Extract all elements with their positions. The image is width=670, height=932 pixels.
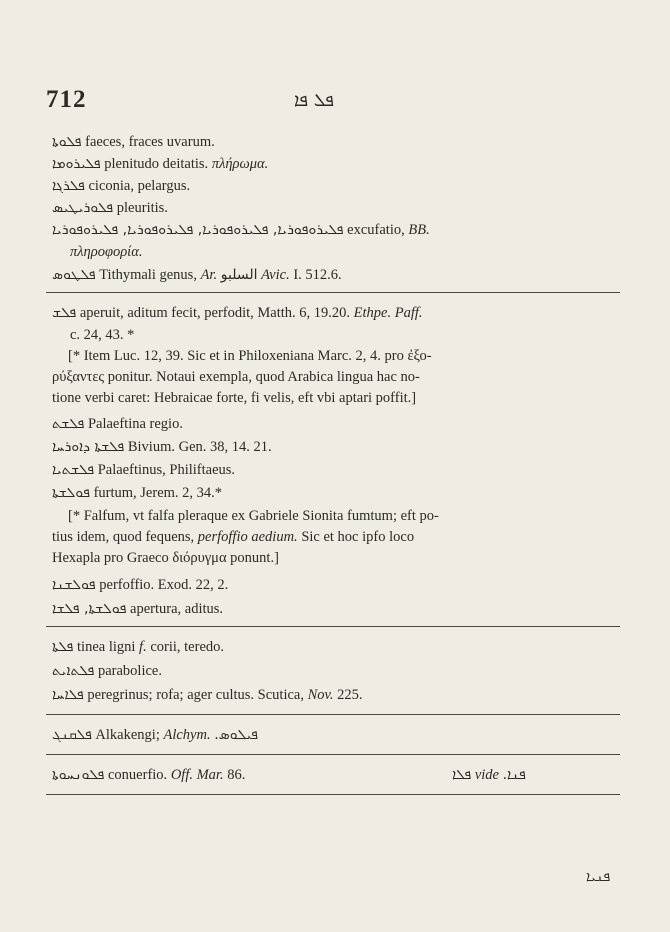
note-line: Hexapla pro Graeco διόρυγμα ponunt.]: [52, 550, 279, 566]
source-abbrev: BB.: [408, 222, 430, 238]
source-abbrev: Nov.: [307, 687, 334, 703]
syriac-headword: ܦܠܝܪܘܡܐ: [52, 156, 101, 172]
entry: [52, 598, 612, 620]
definition: furtum, Jerem. 2, 34.*: [93, 485, 223, 501]
definition: Tithymali genus,: [99, 267, 197, 283]
editor-note: [52, 506, 618, 569]
definition: excufatio,: [347, 222, 405, 238]
syriac-headword: ܦܠܘܪܝܛܝܣ: [52, 200, 114, 216]
syriac-headword: ܦܘܠܫܢܐ: [52, 577, 96, 593]
syriac-term: ܦܢܐ.: [502, 767, 526, 783]
grammar-note: Ethpe. Paff.: [353, 305, 423, 321]
entry: [52, 413, 612, 435]
definition: aperuit, aditum fecit, perfodit, Matth. 6, 19.20.: [79, 305, 351, 321]
note-text: Sic et hoc ipfo loco: [301, 529, 415, 545]
reference: c. 24, 43. *: [70, 327, 135, 343]
entry: [52, 175, 612, 197]
reference: 225.: [337, 687, 363, 703]
definition: corii, teredo.: [150, 639, 225, 655]
syriac-headword: ܦܠܬܐܝܬ: [52, 663, 95, 679]
page-number: 712: [46, 86, 87, 113]
cross-reference: [452, 764, 612, 786]
syriac-headword: ܦܠܪܓܐ: [52, 178, 85, 194]
reference: 86.: [227, 767, 246, 783]
entry: [52, 153, 612, 175]
definition: apertura, aditus.: [130, 601, 224, 617]
definition: plenitudo deitatis.: [104, 156, 209, 172]
section-rule: [46, 714, 620, 715]
syriac-headword: ܦܠܝܪܘܦܘܪܝܐ, ܦܠܝܪܘܦܘܪܝܐ, ܦܠܝܪܘܦܘܪܝܐ, ܦܠܝܪܘܦܘܪܝܐ: [52, 222, 344, 238]
syriac-term: ܦܝܠܘܣ.: [214, 727, 258, 743]
syriac-headword: ܦܠܛܘܣ: [52, 267, 96, 283]
syriac-headword: ܦܠܘܢܚܘܬܐ: [52, 767, 105, 783]
entry: [52, 302, 612, 324]
syriac-headword: ܦܠܐܚܐ: [52, 687, 84, 703]
syriac-headword: ܦܘܠܫܬܐ: [52, 485, 90, 501]
definition: Palaeftinus, Philiftaeus.: [97, 462, 236, 478]
syriac-headword: ܦܘܠܫܬܐ, ܦܠܫܐ: [52, 601, 127, 617]
definition: Bivium. Gen. 38, 14. 21.: [127, 439, 272, 455]
definition: pleuritis.: [116, 200, 168, 216]
entry: [52, 459, 612, 481]
arabic-term: ﺍﻟﺴﻠﺒﻮ: [220, 267, 258, 283]
entry: [52, 436, 612, 458]
definition: Alkakengi;: [95, 727, 160, 743]
page-header: [46, 86, 626, 116]
source-abbrev: Alchym.: [163, 727, 211, 743]
source-abbrev: Off. Mar.: [170, 767, 224, 783]
entry: [52, 660, 612, 682]
note-line: [* Item Luc. 12, 39. Sic et in Philoxeniana Marc. 2, 4. pro ἐξο-: [68, 348, 432, 364]
section-rule: [46, 754, 620, 755]
entry: [52, 219, 612, 241]
definition: conuerfio.: [108, 767, 168, 783]
note-line: [52, 527, 618, 548]
entry: [52, 197, 612, 219]
section-rule: [46, 626, 620, 627]
syriac-headword: ܦܠܘܬܐ: [52, 134, 82, 150]
entry: [52, 264, 612, 286]
running-head: ܦܠ ܦܐ: [294, 90, 334, 111]
entry: [52, 724, 612, 746]
entry: [52, 684, 612, 706]
reference: I. 512.6.: [293, 267, 342, 283]
note-text: tius idem, quod fequens,: [52, 529, 195, 545]
note-line: [* Falfum, vt falfa pleraque ex Gabriele Sionita fumtum; eft po-: [68, 508, 439, 524]
section-rule: [46, 292, 620, 293]
see-label: vide: [474, 767, 499, 783]
definition: peregrinus; rofa; ager cultus. Scutica,: [87, 687, 304, 703]
definition: faeces, fraces uvarum.: [85, 134, 215, 150]
catchword: ܦܢܝܐ: [586, 869, 611, 885]
grammar-note: f.: [139, 639, 147, 655]
source-abbrev: Ar.: [200, 267, 218, 283]
note-italic: perfoffio aedium.: [197, 529, 298, 545]
entry: [52, 131, 612, 153]
editor-note: [52, 346, 618, 409]
section-rule: [46, 794, 620, 795]
definition: tinea ligni: [77, 639, 136, 655]
entry: [52, 482, 612, 504]
definition: perfoffio. Exod. 22, 2.: [99, 577, 229, 593]
syriac-headword: ܦܠܫܬܝܐ: [52, 462, 95, 478]
entry: [52, 574, 612, 596]
source-abbrev: Avic.: [261, 267, 290, 283]
entry-continuation: [70, 241, 630, 263]
syriac-term: ܦܠܐ: [452, 767, 472, 783]
syriac-headword: ܦܠܬܐ: [52, 639, 74, 655]
syriac-headword: ܦܠܩܢܓ: [52, 727, 92, 743]
definition: ciconia, pelargus.: [88, 178, 191, 194]
note-line: ρύξαντες ponitur. Notaui exempla, quod Arabica lingua hac no-: [52, 369, 420, 385]
greek-term: πλήρωμα.: [211, 156, 269, 172]
entry: [52, 636, 612, 658]
syriac-headword: ܦܠܫ: [52, 305, 77, 321]
definition: parabolice.: [97, 663, 162, 679]
definition: Palaeftina regio.: [87, 416, 183, 432]
greek-term: πληροφορία.: [70, 244, 143, 260]
syriac-headword: ܦܠܫܬ: [52, 416, 85, 432]
note-line: tione verbi caret: Hebraicae forte, fi velis, eft vbi aptari poffit.]: [52, 390, 417, 406]
entry-continuation: [70, 324, 630, 346]
syriac-headword: ܦܠܫܬܐ ܕܐܘܪܚܐ: [52, 439, 125, 455]
